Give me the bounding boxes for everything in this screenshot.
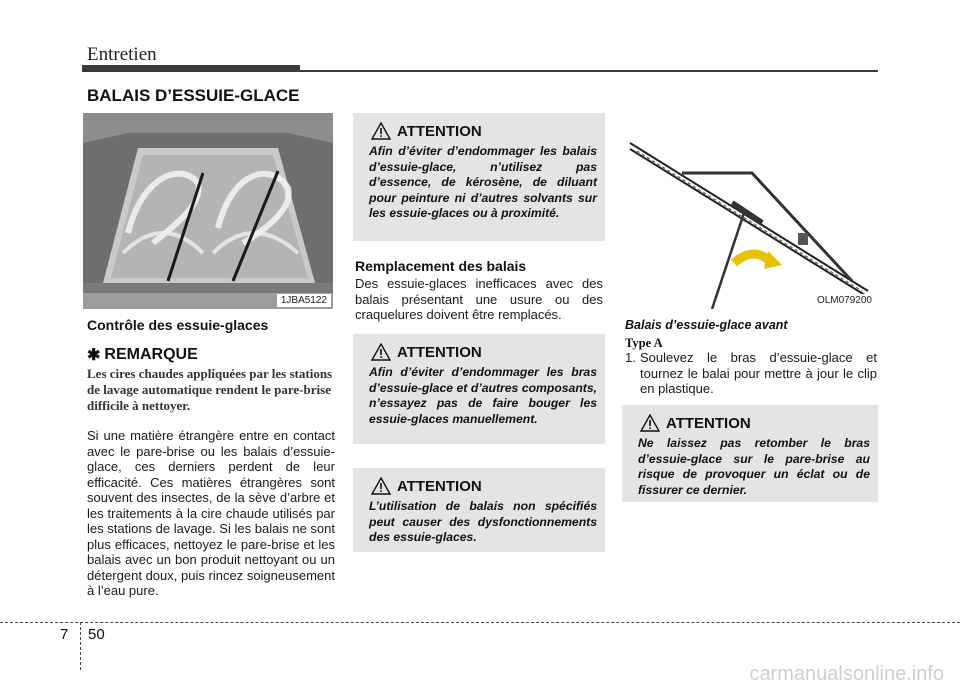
asterisk-icon: ✱ xyxy=(87,347,101,364)
footer-dashed-divider xyxy=(80,622,81,670)
warning-text: Afin d’éviter d’endommager les balais d’essuie-glace, n’utilisez pas d’essence, de kérosène, de diluant pour peinture ni d’autres solvants sur les essuie-glaces ou à proximité. xyxy=(369,144,597,220)
note-heading xyxy=(87,345,198,365)
subheading-check-wipers: Contrôle des essuie-glaces xyxy=(87,317,269,333)
warning-heading xyxy=(371,477,482,495)
header-rule-thin xyxy=(300,70,878,72)
warning-title: ATTENTION xyxy=(397,343,482,361)
figure-code: OLM079200 xyxy=(813,294,876,307)
warning-text: L’utilisation de balais non spécifiés peut causer des dysfonctionnements des essuie-glaces. xyxy=(369,499,597,544)
warning-box-arm-drop xyxy=(622,405,878,502)
note-text: Les cires chaudes appliquées par les stations de lavage automatique rendent le pare-brise difficile à nettoyer. xyxy=(87,366,333,413)
figure-code: 1JBA5122 xyxy=(277,294,331,307)
type-label: Type A xyxy=(625,336,663,350)
warning-triangle-icon xyxy=(371,122,391,140)
warning-title: ATTENTION xyxy=(397,122,482,140)
chapter-title: Entretien xyxy=(87,44,157,65)
section-title: BALAIS D’ESSUIE-GLACE xyxy=(87,86,300,105)
warning-heading xyxy=(371,343,482,361)
footer-dashed-rule xyxy=(0,622,960,623)
warning-triangle-icon xyxy=(371,343,391,361)
warning-heading xyxy=(371,122,482,140)
warning-box-manual-move xyxy=(353,334,605,444)
warning-box-solvents xyxy=(353,113,605,241)
warning-title: ATTENTION xyxy=(397,477,482,495)
check-paragraph: Si une matière étrangère entre en contact avec le pare-brise ou les balais d’essuie-glace, ces derniers perdent de leur efficacité. Ces matières étrangères sont souvent des insectes, de la sève d’arbre et les traitements à la cire chaude utilisés par les stations de lavage. Si les balais ne sont plus efficaces, nettoyez le pare-brise et les balais avec un bon produit nettoyant ou un détergent doux, puis rincez soigneusement à l’eau pure. xyxy=(87,428,335,598)
wiper-blade-illustration xyxy=(622,113,878,309)
windshield-photo xyxy=(83,113,333,309)
watermark: carmanualsonline.info xyxy=(749,663,944,685)
chapter-number: 7 xyxy=(60,626,69,643)
subheading-replace-blades: Remplacement des balais xyxy=(355,258,527,274)
note-title: REMARQUE xyxy=(104,346,198,363)
wiper-blade-diagram xyxy=(622,113,878,309)
header-rule-thick xyxy=(82,65,300,72)
windshield-illustration xyxy=(83,113,333,309)
replace-paragraph: Des essuie-glaces inefficaces avec des balais présentant une usure ou des craquelures doivent être remplacés. xyxy=(355,276,603,322)
warning-title: ATTENTION xyxy=(666,414,751,432)
warning-text: Afin d’éviter d’endommager les bras d’essuie-glace et d’autres composants, n’essayez pas de faire bouger les essuie-glaces manuellement. xyxy=(369,365,597,426)
warning-text: Ne laissez pas retomber le bras d’essuie-glace sur le pare-brise au risque de provoquer un éclat ou de fissurer ce dernier. xyxy=(638,436,870,497)
page-number: 50 xyxy=(88,626,105,643)
warning-heading xyxy=(640,414,751,432)
step-number: 1. xyxy=(625,350,636,365)
step-text: Soulevez le bras d’essuie-glace et tournez le balai pour mettre à jour le clip en plastique. xyxy=(640,350,877,396)
figure-caption: Balais d’essuie-glace avant xyxy=(625,318,788,332)
warning-triangle-icon xyxy=(371,477,391,495)
warning-triangle-icon xyxy=(640,414,660,432)
warning-box-unspecified-blades xyxy=(353,468,605,552)
